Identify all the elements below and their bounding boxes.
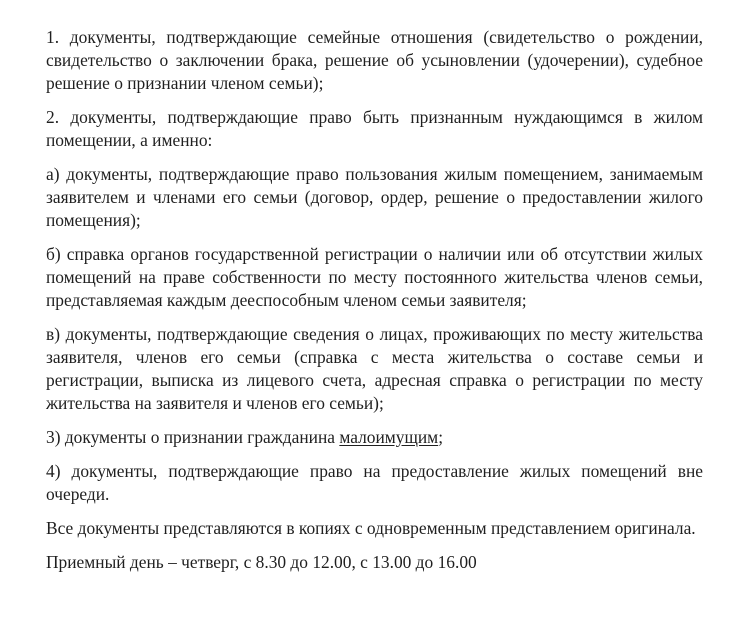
paragraph-3-text-after: ;: [438, 427, 444, 447]
paragraph-item-v: в) документы, подтверждающие сведения о лицах, проживающих по месту жительства заявителя, членов его семьи (справка с места жительства о составе семьи и регистрации, выписка из лицевого счета, адресная справка о регистрации по месту жительства на заявителя и членов его семьи);: [46, 324, 703, 413]
paragraph-copies-note: Все документы представляются в копиях с одновременным представлением оригинала.: [46, 518, 696, 538]
paragraph-item-a: а) документы, подтверждающие право пользования жилым помещением, занимаемым заявителем и членами его семьи (договор, ордер, решение о предоставлении жилого помещения);: [46, 164, 703, 230]
paragraph-low-income-documents: [46, 426, 703, 449]
reception-hours: Приемный день – четверг, с 8.30 до 12.00, с 13.00 до 16.00: [46, 552, 477, 572]
document-page: [46, 26, 703, 585]
underlined-term: малоимущим: [339, 427, 439, 447]
paragraph-family-documents: 1. документы, подтверждающие семейные отношения (свидетельство о рождении, свидетельство о заключении брака, решение об усыновлении (удочерении), судебное решение о признании членом семьи);: [46, 27, 703, 93]
paragraph-housing-need-documents: 2. документы, подтверждающие право быть признанным нуждающимся в жилом помещении, а именно:: [46, 107, 703, 150]
paragraph-3-text-before: 3) документы о признании гражданина: [46, 427, 340, 447]
paragraph-priority-housing-documents: 4) документы, подтверждающие право на предоставление жилых помещений вне очереди.: [46, 461, 703, 504]
paragraph-item-b: б) справка органов государственной регистрации о наличии или об отсутствии жилых помещений на праве собственности по месту постоянного жительства членов семьи, представляемая каждым дееспособным членом семьи заявителя;: [46, 244, 703, 310]
